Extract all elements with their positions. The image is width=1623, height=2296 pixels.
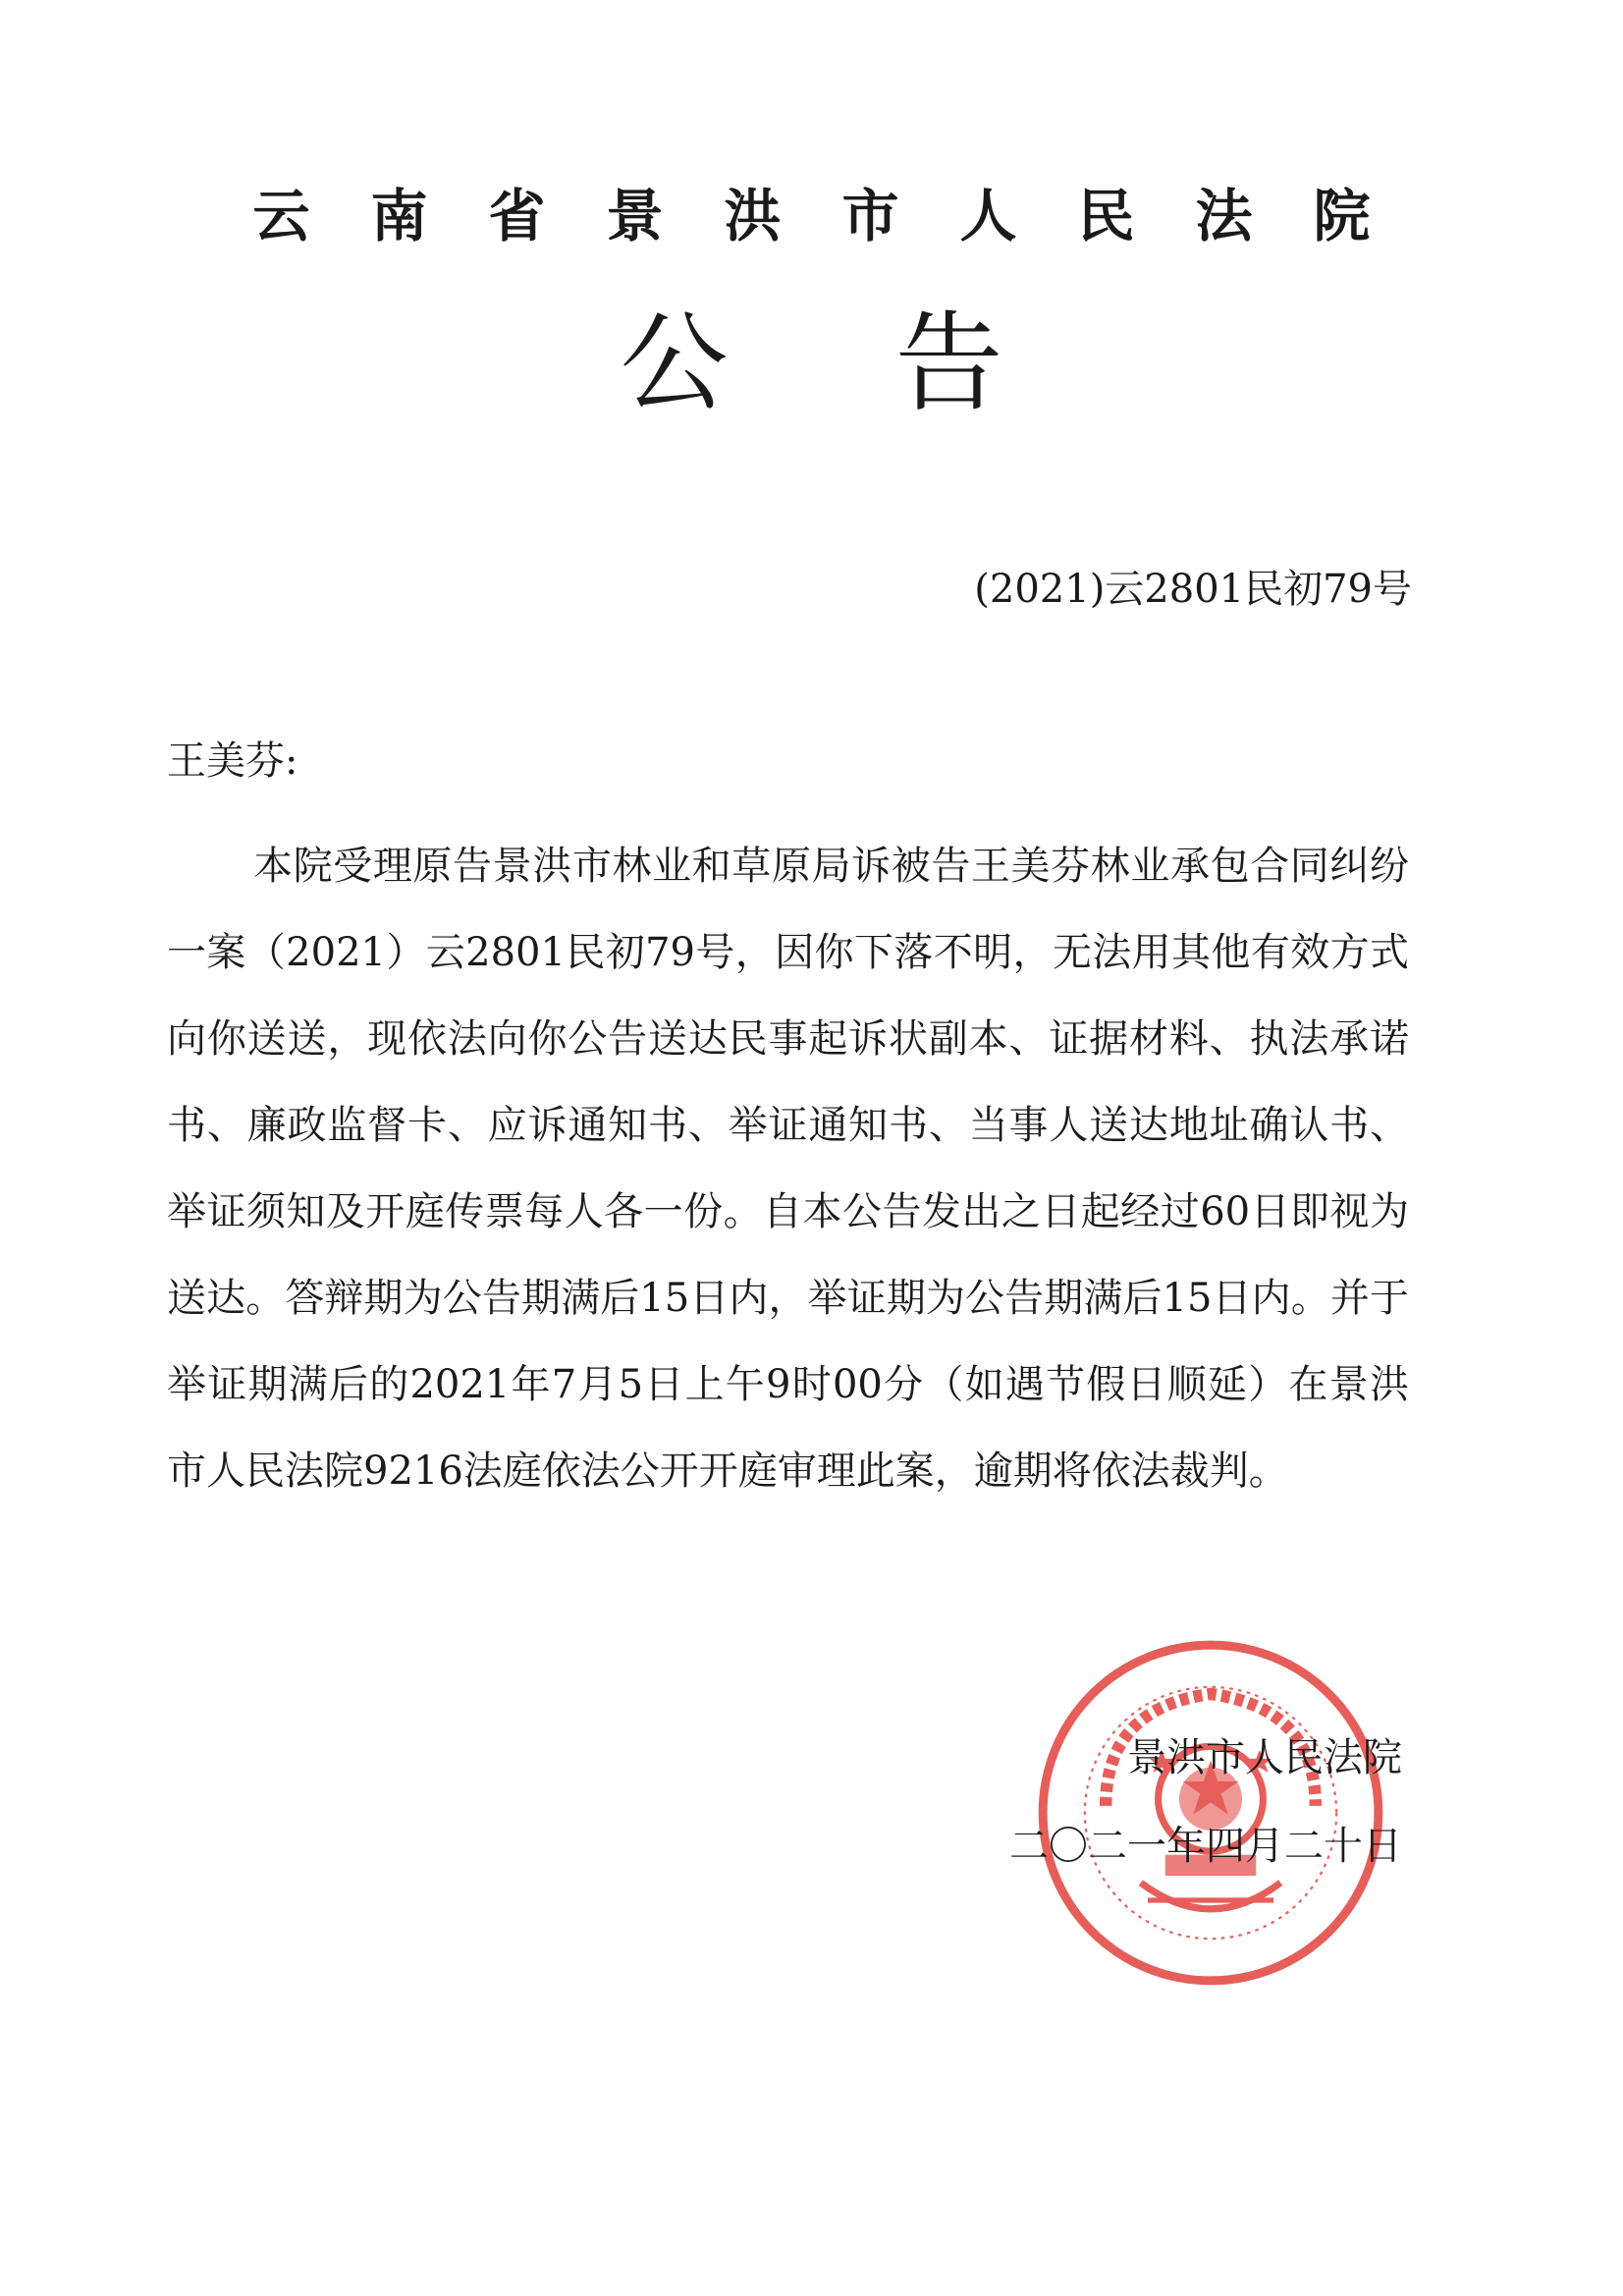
addressee: 王美芬: bbox=[167, 738, 298, 784]
court-name: 云南省景洪市人民法院 bbox=[252, 183, 1432, 249]
signing-court: 景洪市人民法院 bbox=[1127, 1735, 1402, 1780]
signing-date: 二〇二一年四月二十日 bbox=[1009, 1824, 1402, 1869]
notice-body: 本院受理原告景洪市林业和草原局诉被告王美芬林业承包合同纠纷一案（2021）云2801民初79号，因你下落不明，无法用其他有效方式向你送送，现依法向你公告送达民事起诉状副本、证据材料、执法承诺书、廉政监督卡、应诉通知书、举证通知书、当事人送达地址确认书、举证须知及开庭传票每人各一份。自本公告发出之日起经过60日即视为送达。答辩期为公告期满后15日内，举证期为公告期满后15日内。并于举证期满后的2021年7月5日上午9时00分（如遇节假日顺延）在景洪市人民法院9216法庭依法公开开庭审理此案，逾期将依法裁判。 bbox=[167, 844, 1409, 1494]
document-title: 公告 bbox=[620, 301, 1170, 426]
court-seal-icon bbox=[1036, 1638, 1385, 1988]
case-number: (2021)云2801民初79号 bbox=[974, 567, 1412, 612]
